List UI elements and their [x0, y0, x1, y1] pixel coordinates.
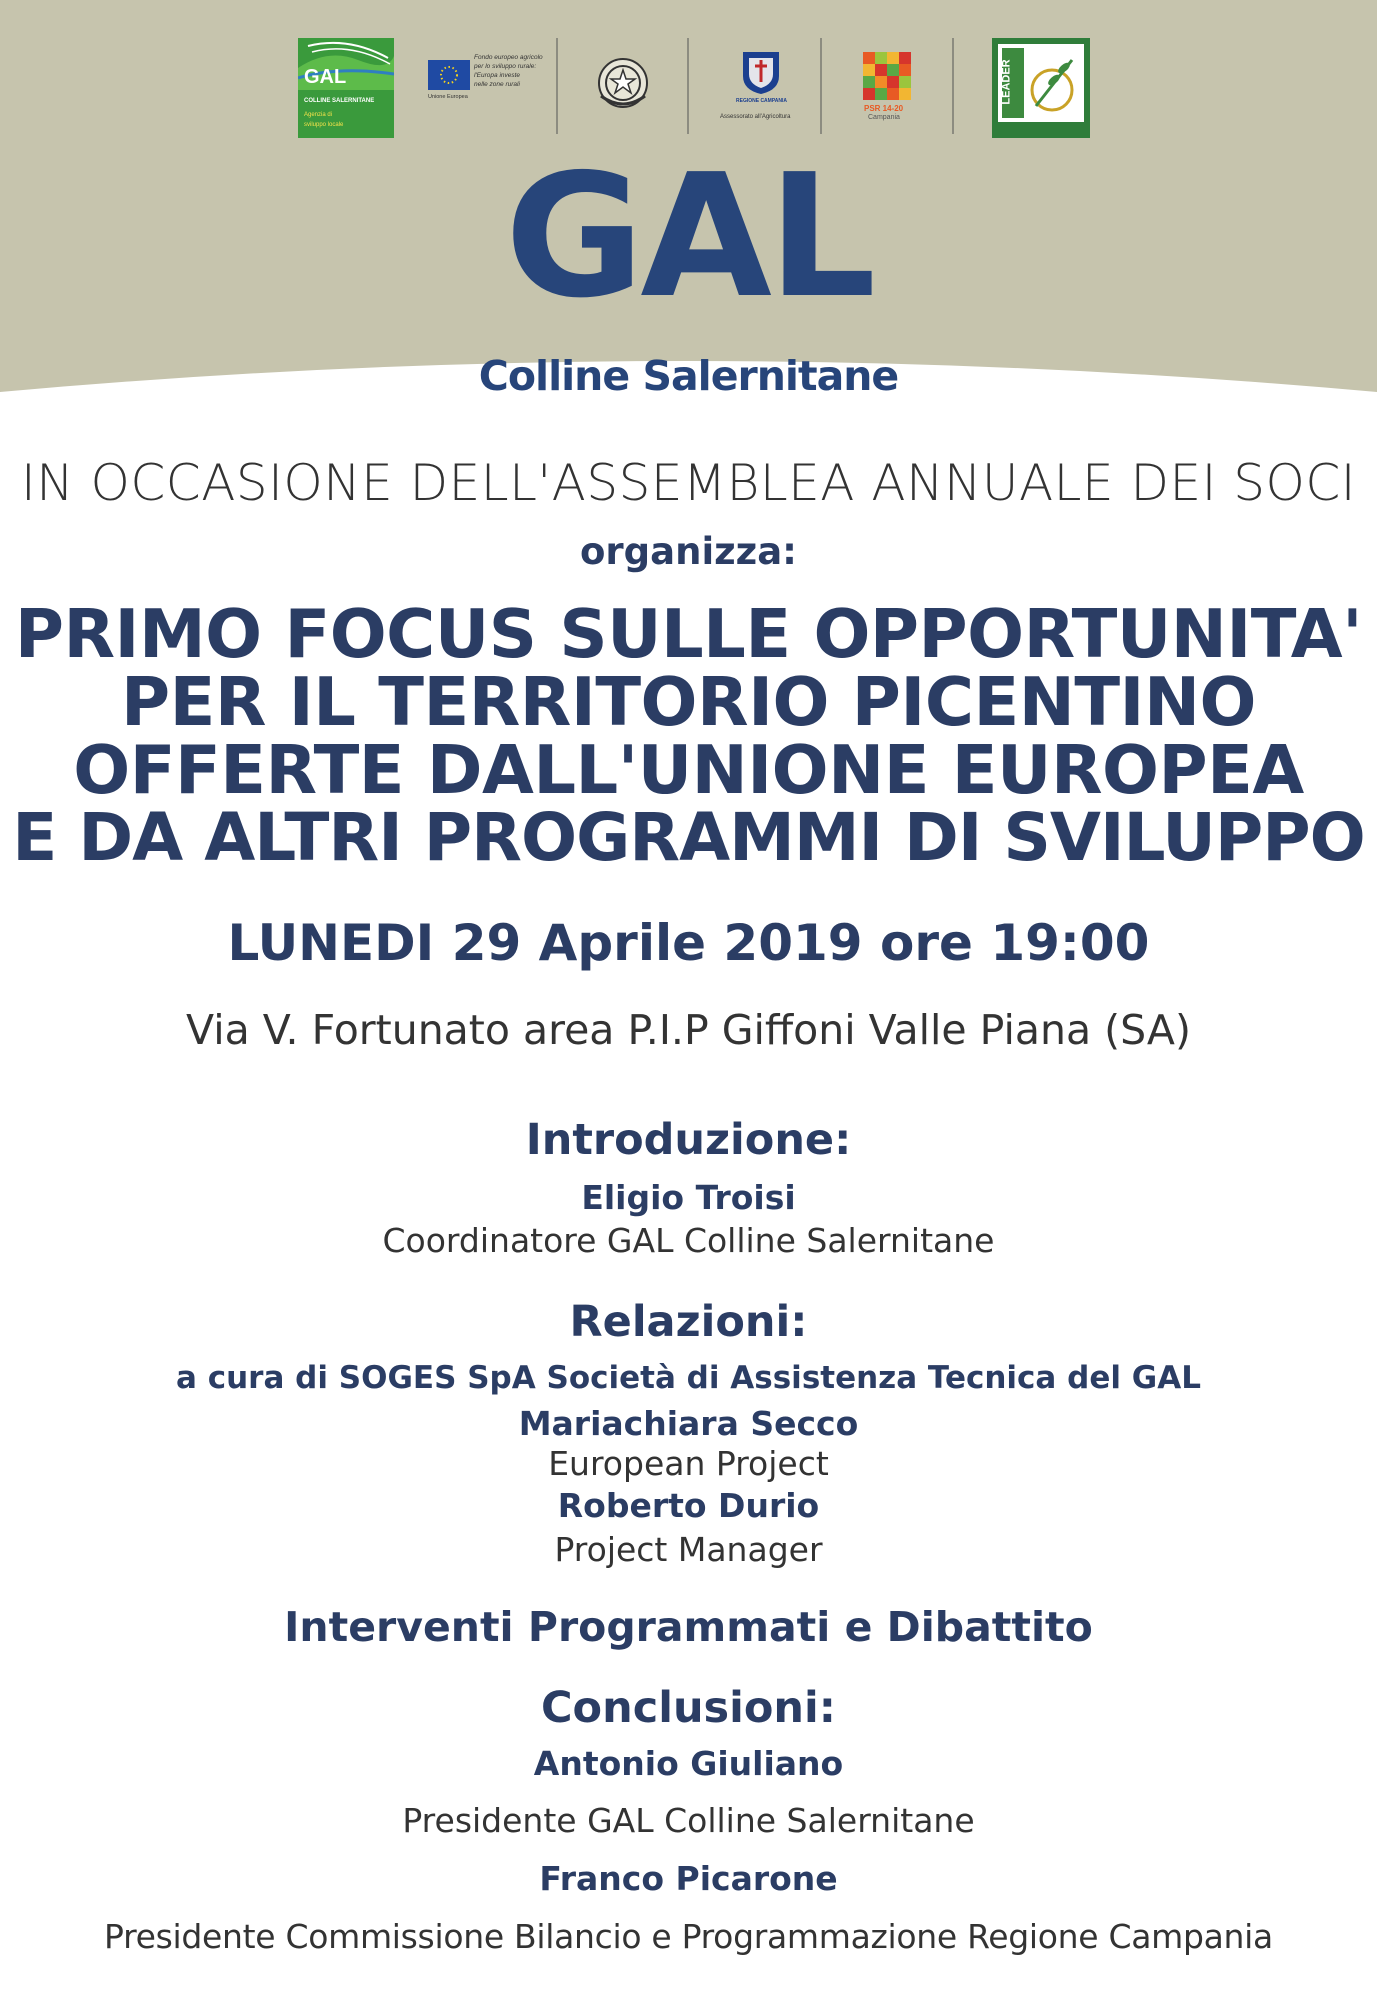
eu-logo-line-1: Fondo europeo agricolo: [474, 54, 543, 61]
conclusion-speaker-1-name: Antonio Giuliano: [533, 1744, 844, 1783]
occasion-line: IN OCCASIONE DELL'ASSEMBLEA ANNUALE DEI SOCI: [20, 454, 1357, 512]
report-speaker-2-name: Roberto Durio: [557, 1486, 820, 1525]
conclusion-speaker-2-name: Franco Picarone: [539, 1859, 838, 1898]
event-title-line-1: PRIMO FOCUS SULLE OPPORTUNITA': [14, 595, 1363, 673]
gal-logo-line3: sviluppo locale: [304, 122, 344, 128]
report-speaker-2-role: Project Manager: [554, 1530, 823, 1569]
event-date: LUNEDI 29 Aprile 2019 ore 19:00: [227, 914, 1150, 972]
eu-logo-caption: Unione Europea: [428, 94, 468, 100]
campania-caption: Assessorato all'Agricoltura: [720, 114, 791, 120]
organizes-label: organizza:: [580, 530, 797, 573]
eu-flag-icon: [428, 60, 470, 90]
gal-logo: [298, 38, 394, 138]
reports-by: a cura di SOGES SpA Società di Assistenza Tecnica del GAL: [176, 1360, 1201, 1396]
psr-line1: PSR 14-20: [864, 104, 904, 113]
regione-campania-shield-icon: [741, 50, 781, 96]
eu-logo-line-2: per lo sviluppo rurale:: [474, 63, 537, 70]
psr-mosaic-icon: [863, 52, 913, 102]
gal-logo-name: GAL: [304, 66, 347, 88]
conclusion-speaker-2-role: Presidente Commissione Bilancio e Programmazione Regione Campania: [104, 1917, 1273, 1956]
logo-divider: [687, 38, 689, 134]
gal-logo-line1: COLLINE SALERNITANE: [304, 98, 375, 104]
eu-feasr-logo: [424, 38, 556, 138]
partner-logos: [0, 38, 1377, 148]
eu-logo-line-3: l'Europa investe: [474, 72, 521, 79]
italian-republic-logo: [590, 38, 656, 138]
intro-speaker-name: Eligio Troisi: [581, 1178, 796, 1217]
conclusions-heading: Conclusioni:: [541, 1683, 836, 1733]
event-title-line-3: OFFERTE DALL'UNIONE EUROPEA: [73, 731, 1304, 809]
logo-divider: [556, 38, 558, 134]
psr-campania-logo: [860, 38, 916, 138]
intro-speaker-role: Coordinatore GAL Colline Salernitane: [382, 1221, 995, 1260]
conclusion-speaker-1-role: Presidente GAL Colline Salernitane: [402, 1801, 975, 1840]
eu-logo-line-4: nelle zone rurali: [474, 81, 520, 88]
report-speaker-1-name: Mariachiara Secco: [518, 1404, 859, 1443]
campania-caption-top: REGIONE CAMPANIA: [736, 98, 788, 104]
gal-logo-line2: Agenzia di: [304, 112, 333, 118]
leader-logo: [992, 38, 1090, 138]
brand-subtitle: Colline Salernitane: [478, 352, 899, 400]
event-venue: Via V. Fortunato area P.I.P Giffoni Valle Piana (SA): [186, 1006, 1191, 1054]
report-speaker-1-role: European Project: [548, 1444, 829, 1483]
event-title-line-2: PER IL TERRITORIO PICENTINO: [121, 663, 1256, 741]
debate-heading: Interventi Programmati e Dibattito: [284, 1603, 1093, 1651]
logo-divider: [952, 38, 954, 134]
intro-heading: Introduzione:: [525, 1115, 852, 1165]
reports-heading: Relazioni:: [569, 1297, 808, 1347]
logo-divider: [820, 38, 822, 134]
brand-title: GAL: [504, 138, 873, 336]
event-title-line-4: E DA ALTRI PROGRAMMI DI SVILUPPO: [12, 799, 1365, 876]
italian-republic-emblem-icon: [593, 52, 653, 114]
psr-line2: Campania: [868, 114, 900, 121]
leader-text: LEADER: [1000, 59, 1013, 105]
regione-campania-logo: [706, 38, 816, 138]
